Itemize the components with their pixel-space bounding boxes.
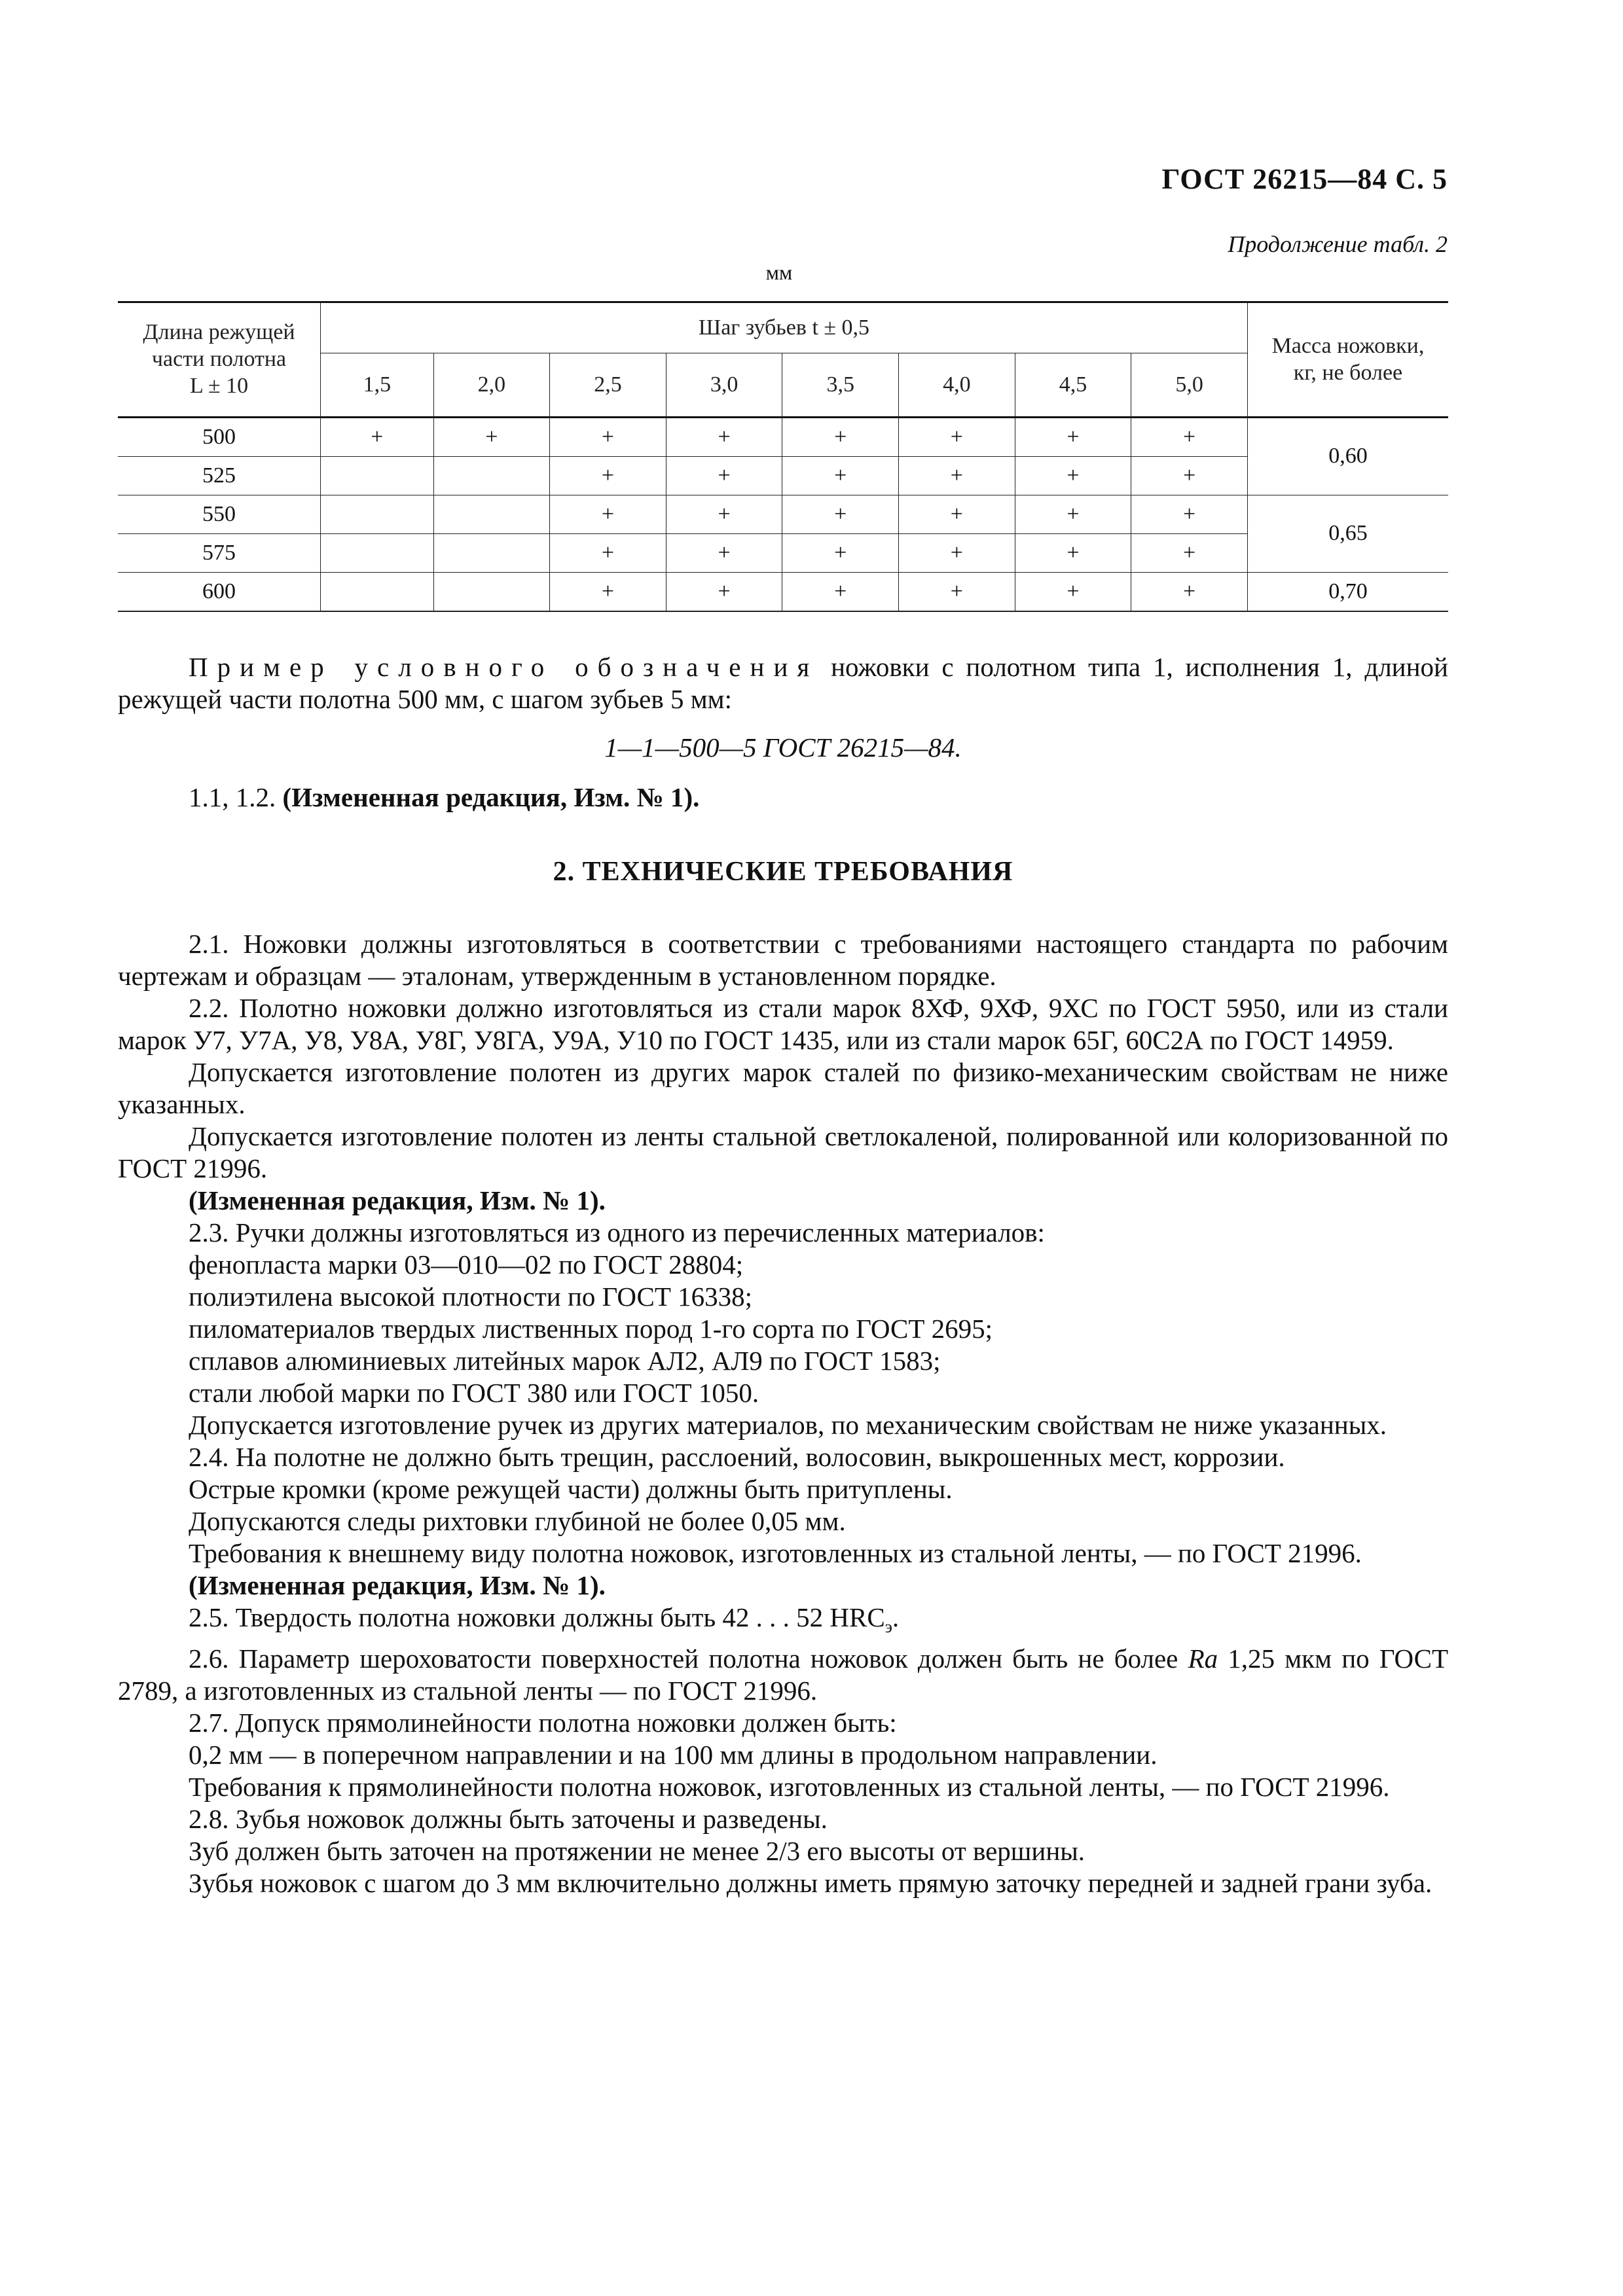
- mass-cell: 0,60: [1247, 418, 1448, 495]
- paragraph-2-6-start: 2.6. Параметр шероховатости поверхностей полотна ножовок должен быть не более: [189, 1643, 1188, 1674]
- table-cell: +: [899, 495, 1015, 534]
- section-title: 2. ТЕХНИЧЕСКИЕ ТРЕБОВАНИЯ: [553, 857, 1013, 887]
- example-paragraph: [118, 651, 1448, 715]
- table-cell: +: [1131, 573, 1248, 612]
- length-header-line: [118, 373, 320, 400]
- paragraph-2-2b: Допускается изготовление полотен из ленты стальной светлокаленой, полированной или колоризованной по ГОСТ 21996.: [118, 1121, 1448, 1183]
- table-cell: +: [666, 495, 782, 534]
- table-cell: +: [782, 418, 899, 457]
- table-cell: +: [1015, 495, 1131, 534]
- mass-header-line: кг, не более: [1293, 360, 1403, 385]
- paragraph-2-1: 2.1. Ножовки должны изготовляться в соответствии с требованиями настоящего стандарта по рабочим чертежам и образцам — эталонам, утвержденным в установленном порядке.: [118, 929, 1448, 991]
- pitch-value: 4,0: [899, 353, 1015, 418]
- paragraph-2-6: [118, 1643, 1448, 1707]
- table-continued-label: Продолжение табл. 2: [1228, 231, 1448, 257]
- pitch-value: 2,0: [433, 353, 550, 418]
- length-header-line: части полотна: [151, 347, 287, 372]
- table-cell: +: [782, 573, 899, 612]
- table-cell: [321, 457, 434, 495]
- pitch-value: 4,5: [1015, 353, 1131, 418]
- length-header-line: Длина режущей: [143, 320, 295, 345]
- main-body: [118, 928, 1448, 1899]
- length-cell: 550: [118, 495, 321, 534]
- table-cell: +: [321, 418, 434, 457]
- mass-header-line: Масса ножовки,: [1271, 333, 1425, 358]
- table-cell: +: [782, 457, 899, 495]
- mass-cell: 0,70: [1247, 573, 1448, 612]
- paragraph-2-7: 2.7. Допуск прямолинейности полотна ножовки должен быть:: [189, 1708, 897, 1738]
- paragraph-2-5-end: .: [892, 1602, 900, 1632]
- paragraph-2-5-text: 2.5. Твердость полотна ножовки должны быть 42 . . . 52 HRC: [189, 1602, 885, 1632]
- length-cell: 525: [118, 457, 321, 495]
- table-cell: [321, 573, 434, 612]
- column-header-mass: [1247, 302, 1448, 418]
- material-item: стали любой марки по ГОСТ 380 или ГОСТ 1050.: [189, 1378, 759, 1408]
- table-cell: +: [899, 573, 1015, 612]
- pitch-value: 5,0: [1131, 353, 1248, 418]
- material-item: полиэтилена высокой плотности по ГОСТ 16338;: [189, 1282, 752, 1312]
- table-cell: +: [899, 457, 1015, 495]
- paragraph-2-6-end: 1,25 мкм по ГОСТ 2789, а изготовленных из стальной ленты — по ГОСТ 21996.: [118, 1643, 1449, 1706]
- table-row: [118, 573, 1448, 612]
- amendment-line: [118, 781, 1448, 814]
- paragraph-2-7a: 0,2 мм — в поперечном направлении и на 100 мм длины в продольном направлении.: [189, 1740, 1158, 1770]
- table-cell: +: [899, 534, 1015, 573]
- paragraph-2-5: [118, 1602, 1448, 1643]
- table-cell: +: [1015, 418, 1131, 457]
- amendment-reference: [118, 781, 1448, 814]
- pitch-value: 1,5: [321, 353, 434, 418]
- paragraph-2-8b: Зубья ножовок с шагом до 3 мм включительно должны иметь прямую заточку передней и задней грани зуба.: [189, 1868, 1432, 1899]
- paragraph-2-3a: Допускается изготовление ручек из других материалов, по механическим свойствам не ниже указанных.: [189, 1410, 1387, 1440]
- table-cell: +: [666, 573, 782, 612]
- table-cell: [433, 457, 550, 495]
- paragraph-2-8: 2.8. Зубья ножовок должны быть заточены и разведены.: [189, 1804, 828, 1835]
- paragraph-2-8a: Зуб должен быть заточен на протяжении не менее 2/3 его высоты от вершины.: [189, 1836, 1085, 1867]
- mass-cell: 0,65: [1247, 495, 1448, 573]
- paragraph-2-3: 2.3. Ручки должны изготовляться из одного из перечисленных материалов:: [189, 1217, 1045, 1247]
- table-cell: +: [550, 534, 666, 573]
- table-cell: +: [550, 495, 666, 534]
- table-cell: +: [666, 418, 782, 457]
- table-cell: +: [550, 573, 666, 612]
- amendment-note: (Измененная редакция, Изм. № 1).: [189, 1185, 606, 1215]
- paragraph-2-7b: Требования к прямолинейности полотна ножовок, изготовленных из стальной ленты, — по ГОСТ 21996.: [189, 1772, 1390, 1803]
- table-row: [118, 418, 1448, 457]
- table-cell: [321, 534, 434, 573]
- paragraph-2-4b: Допускаются следы рихтовки глубиной не более 0,05 мм.: [189, 1506, 846, 1536]
- pitch-value: 2,5: [550, 353, 666, 418]
- paragraph-2-2: 2.2. Полотно ножовки должно изготовляться из стали марок 8ХФ, 9ХФ, 9ХС по ГОСТ 5950, или из стали марок У7, У7А, У8, У8А, У8Г, У8ГА, У9А, У10 по ГОСТ 1435, или из стали марок 65Г, 60С2А по ГОСТ 14959.: [118, 993, 1448, 1055]
- pitch-value: 3,0: [666, 353, 782, 418]
- table-cell: [433, 534, 550, 573]
- length-cell: 575: [118, 534, 321, 573]
- amendment-note: (Измененная редакция, Изм. № 1).: [189, 1570, 606, 1600]
- table-cell: +: [666, 534, 782, 573]
- table-cell: +: [1015, 534, 1131, 573]
- material-item: сплавов алюминиевых литейных марок АЛ2, АЛ9 по ГОСТ 1583;: [189, 1346, 941, 1376]
- material-item: фенопласта марки 03—010—02 по ГОСТ 28804;: [189, 1249, 744, 1280]
- table-cell: +: [899, 418, 1015, 457]
- table-cell: +: [433, 418, 550, 457]
- designation: 1—1—500—5 ГОСТ 26215—84.: [604, 732, 962, 762]
- amendment-bold: (Измененная редакция, Изм. № 1).: [282, 782, 700, 812]
- length-header-line: L ± 10: [189, 373, 249, 398]
- example-label: Пример условного обозначения: [189, 652, 819, 682]
- table-cell: +: [1131, 495, 1248, 534]
- paragraph-2-2a: Допускается изготовление полотен из других марок сталей по физико-механическим свойствам не ниже указанных.: [118, 1057, 1448, 1119]
- paragraph-2-4a: Острые кромки (кроме режущей части) должны быть притуплены.: [189, 1474, 953, 1504]
- page-header: ГОСТ 26215—84 С. 5: [1161, 163, 1448, 195]
- table-cell: [433, 495, 550, 534]
- table-cell: +: [1015, 573, 1131, 612]
- pitch-value: 3,5: [782, 353, 899, 418]
- units-label: мм: [765, 260, 793, 284]
- column-header-length: [118, 302, 321, 418]
- table-cell: [321, 495, 434, 534]
- table-row: [118, 495, 1448, 534]
- table-cell: +: [1131, 534, 1248, 573]
- paragraph-2-4c: Требования к внешнему виду полотна ножовок, изготовленных из стальной ленты, — по ГОСТ 21996.: [189, 1538, 1362, 1568]
- table-cell: +: [782, 534, 899, 573]
- roughness-symbol: Ra: [1188, 1643, 1218, 1674]
- example-block: [118, 651, 1448, 715]
- table-cell: [433, 573, 550, 612]
- table-cell: +: [1131, 418, 1248, 457]
- table-cell: +: [782, 495, 899, 534]
- table-cell: +: [1131, 457, 1248, 495]
- saw-table: [118, 301, 1448, 612]
- table-cell: +: [550, 418, 666, 457]
- amendment-prefix: 1.1, 1.2.: [189, 782, 283, 812]
- table-cell: +: [550, 457, 666, 495]
- length-cell: 600: [118, 573, 321, 612]
- hardness-subscript: э: [884, 1617, 892, 1637]
- material-item: пиломатериалов твердых лиственных пород 1-го сорта по ГОСТ 2695;: [189, 1314, 993, 1344]
- paragraph-2-4: 2.4. На полотне не должно быть трещин, расслоений, волосовин, выкрошенных мест, коррозии.: [189, 1442, 1285, 1472]
- table-cell: +: [666, 457, 782, 495]
- length-cell: 500: [118, 418, 321, 457]
- table-cell: +: [1015, 457, 1131, 495]
- column-header-pitch: Шаг зубьев t ± 0,5: [321, 302, 1248, 353]
- example-rest: ножовки с полотном типа 1, исполнения 1, длиной режущей части полотна 500 мм, с шагом зубьев 5 мм:: [118, 652, 1448, 714]
